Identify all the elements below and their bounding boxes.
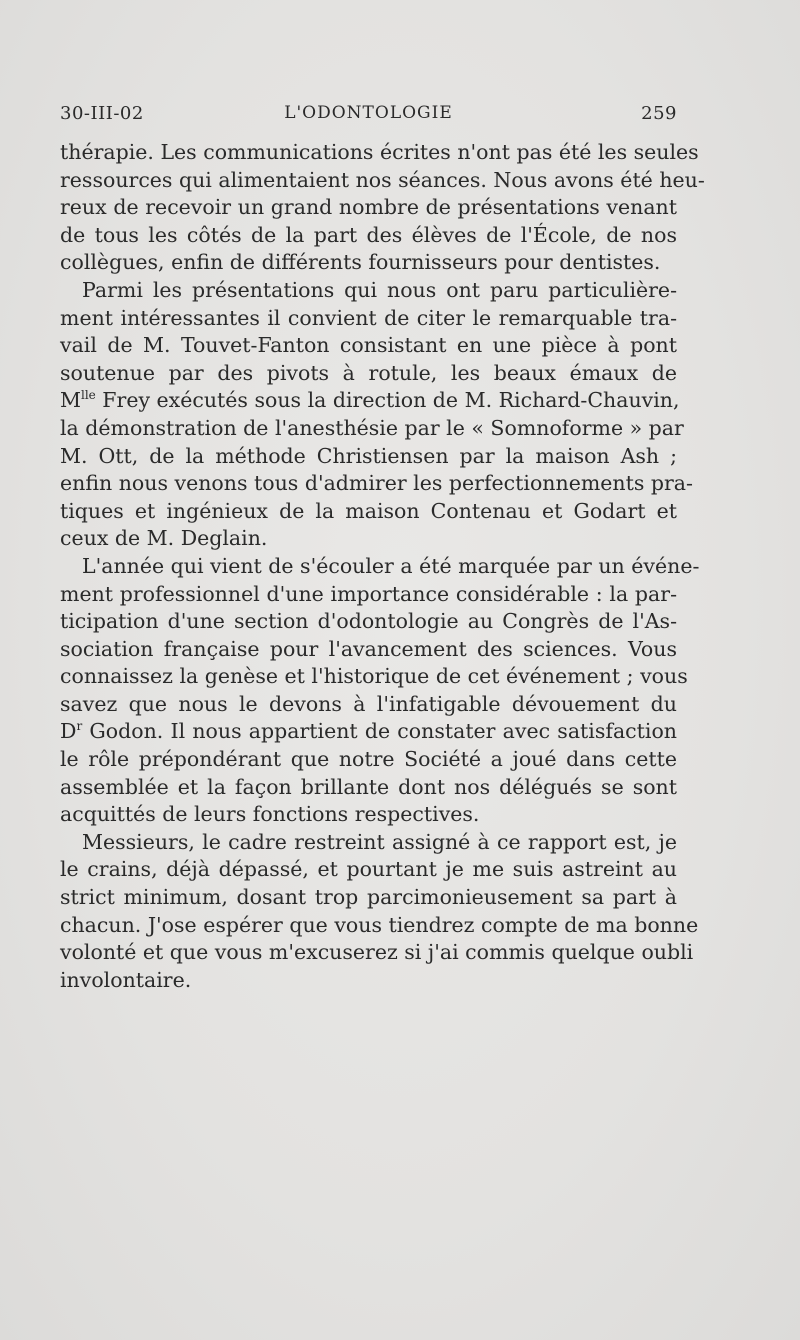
text-line: savez que nous le devons à l'infatigable dévouement du xyxy=(60,691,677,716)
superscript: r xyxy=(76,719,83,734)
superscript: lle xyxy=(81,388,96,403)
text-line: soutenue par des pivots à rotule, les beaux émaux de xyxy=(60,360,677,385)
text-line: L'année qui vient de s'écouler a été marquée par un événe- xyxy=(82,553,700,578)
text-line-with-superscript xyxy=(60,718,677,746)
text-line: le crains, déjà dépassé, et pourtant je me suis astreint au xyxy=(60,857,677,882)
text-line: enfin nous venons tous d'admirer les perfectionnements pra- xyxy=(60,471,693,496)
text-line: de tous les côtés de la part des élèves de l'École, de nos xyxy=(60,222,677,247)
text-line: acquittés de leurs fonctions respectives. xyxy=(60,802,480,827)
text-line: tiques et ingénieux de la maison Contenau et Godart et xyxy=(60,498,677,523)
text-line: volonté et que vous m'excuserez si j'ai commis quelque oubli xyxy=(60,940,694,965)
running-header xyxy=(60,103,677,129)
text-line: Parmi les présentations qui nous ont paru particulière- xyxy=(82,277,677,302)
body-text xyxy=(60,139,705,994)
text-line: sociation française pour l'avancement des sciences. Vous xyxy=(60,636,677,661)
text-line: ceux de M. Deglain. xyxy=(60,526,268,551)
text-line: ment intéressantes il convient de citer le remarquable tra- xyxy=(60,305,677,330)
text-line: la démonstration de l'anesthésie par le « Somnoforme » par xyxy=(60,415,684,440)
text-line: strict minimum, dosant trop parcimonieusement sa part à xyxy=(60,885,677,910)
text-line: ment professionnel d'une importance considérable : la par- xyxy=(60,581,677,606)
header-page-number: 259 xyxy=(641,103,677,124)
text-line: ressources qui alimentaient nos séances. Nous avons été heu- xyxy=(60,167,705,192)
abbrev-base: M xyxy=(60,388,81,413)
text-line: thérapie. Les communications écrites n'ont pas été les seules xyxy=(60,140,699,164)
abbrev-base: D xyxy=(60,719,77,744)
text-line: le rôle prépondérant que notre Société a joué dans cette xyxy=(60,747,677,772)
text-line: reux de recevoir un grand nombre de présentations venant xyxy=(60,195,677,220)
text-line: chacun. J'ose espérer que vous tiendrez compte de ma bonne xyxy=(60,912,699,937)
text-line-with-superscript xyxy=(60,387,680,415)
header-date: 30-III-02 xyxy=(60,103,144,124)
text-line: connaissez la genèse et l'historique de cet événement ; vous xyxy=(60,664,688,689)
header-journal-title: L'ODONTOLOGIE xyxy=(284,103,453,123)
text-line: involontaire. xyxy=(60,967,192,992)
text-line: assemblée et la façon brillante dont nos délégués se sont xyxy=(60,774,677,799)
text-line: Messieurs, le cadre restreint assigné à ce rapport est, je xyxy=(82,829,677,854)
text-line: M. Ott, de la méthode Christiensen par la maison Ash ; xyxy=(60,443,677,468)
text-line: ticipation d'une section d'odontologie au Congrès de l'As- xyxy=(60,609,677,634)
line-rest: Godon. Il nous appartient de constater avec satisfaction xyxy=(82,719,677,744)
text-line: vail de M. Touvet-Fanton consistant en une pièce à pont xyxy=(60,333,677,358)
line-rest: Frey exécutés sous la direction de M. Richard-Chauvin, xyxy=(95,388,680,413)
text-line: collègues, enfin de différents fournisseurs pour dentistes. xyxy=(60,250,661,275)
